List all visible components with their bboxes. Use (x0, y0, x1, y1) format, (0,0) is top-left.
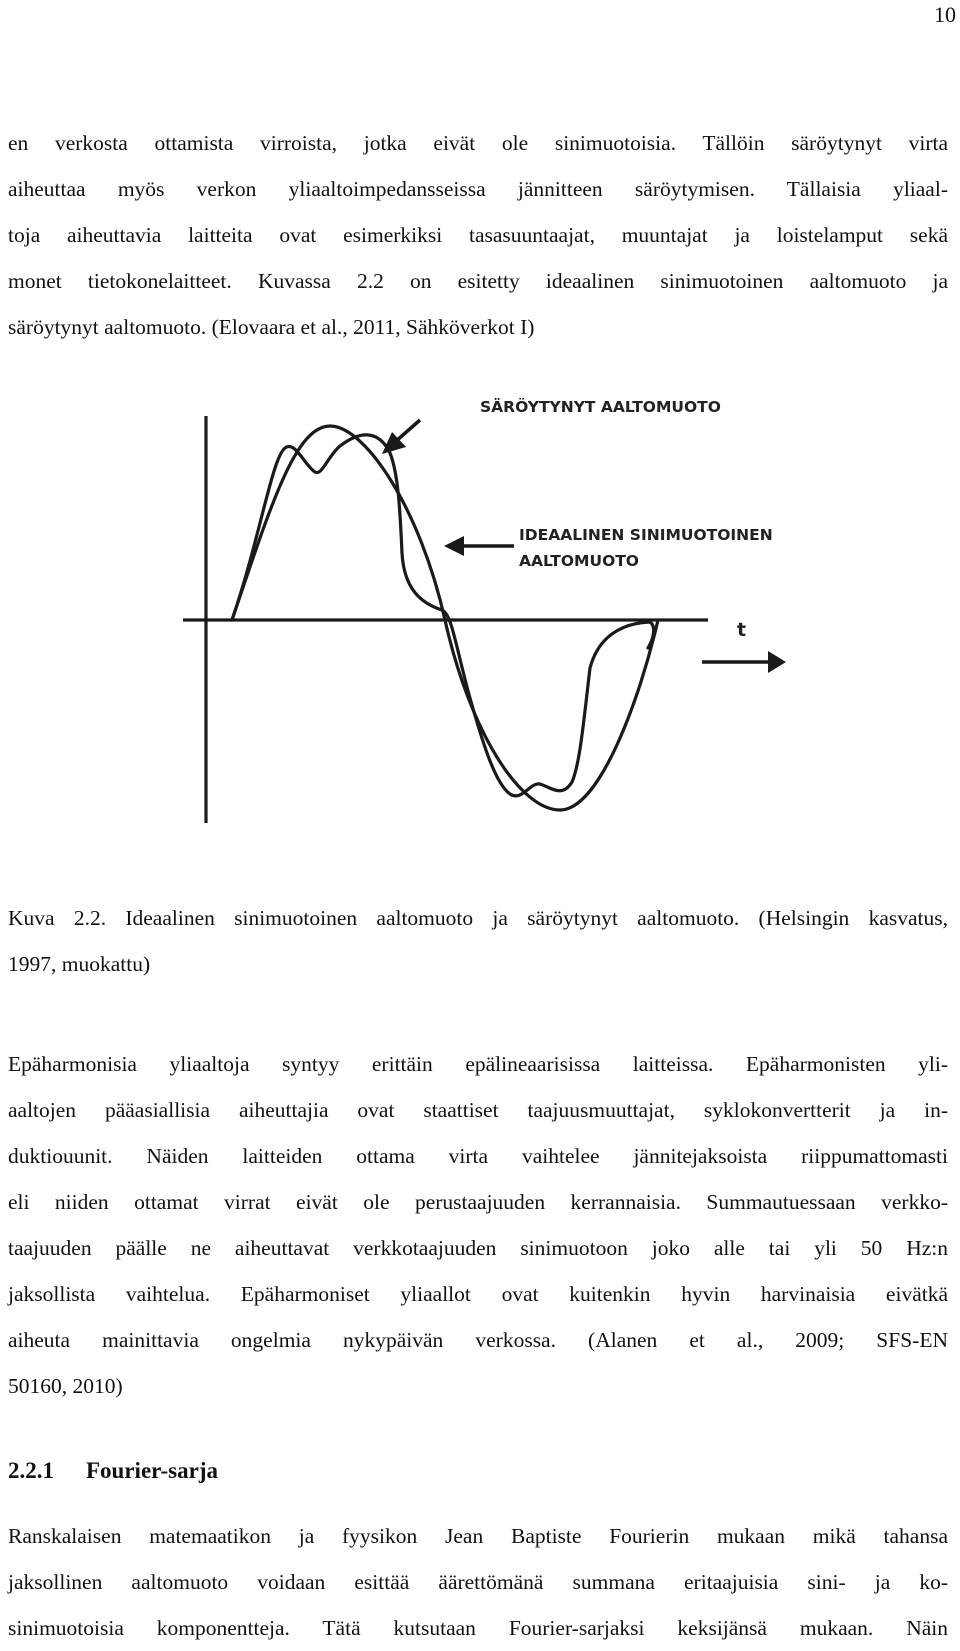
t-axis-label: t (737, 619, 747, 641)
t-axis-arrowhead (768, 651, 786, 673)
ideal-waveform-label-line2: AALTOMUOTO (519, 552, 639, 570)
page-number: 10 (934, 2, 956, 27)
text-line: aiheuttaa myös verkon yliaaltoimpedansseissa jännitteen säröytymisen. Tällaisia yliaal- (8, 177, 948, 201)
text-line: 50160, 2010) (8, 1374, 123, 1398)
text-line: sinimuotoisia komponentteja. Tätä kutsutaan Fourier-sarjaksi keksijänsä mukaan. Näin (8, 1616, 948, 1640)
section-number: 2.2.1 (8, 1458, 54, 1483)
waveform-figure (180, 398, 820, 868)
ideal-sine-curve (232, 426, 658, 810)
text-line: jaksollista vaihtelua. Epäharmoniset yliaallot ovat kuitenkin hyvin harvinaisia eivätkä (8, 1282, 948, 1306)
text-line: Epäharmonisia yliaaltoja syntyy erittäin epälineaarisissa laitteissa. Epäharmonisten yli- (8, 1052, 948, 1076)
text-line: Kuva 2.2. Ideaalinen sinimuotoinen aaltomuoto ja säröytynyt aaltomuoto. (Helsingin kasvatus, (8, 906, 948, 930)
figure-caption (8, 895, 948, 987)
text-line: duktiouunit. Näiden laitteiden ottama virta vaihtelee jännitejaksoista riippumattomasti (8, 1144, 948, 1168)
text-line: aaltojen pääasiallisia aiheuttajia ovat staattiset taajuusmuuttajat, syklokonvertterit ja in- (8, 1098, 948, 1122)
text-line: en verkosta ottamista virroista, jotka eivät ole sinimuotoisia. Tällöin säröytynyt virta (8, 131, 948, 155)
ideal-label-arrowhead (444, 536, 464, 556)
text-line: aiheuta mainittavia ongelmia nykypäivän verkossa. (Alanen et al., 2009; SFS-EN (8, 1328, 948, 1352)
harmonics-paragraph (8, 1041, 948, 1409)
text-line: monet tietokonelaitteet. Kuvassa 2.2 on esitetty ideaalinen sinimuotoinen aaltomuoto ja (8, 269, 948, 293)
text-line: eli niiden ottamat virrat eivät ole perustaajuuden kerrannaisia. Summautuessaan verkko- (8, 1190, 948, 1214)
ideal-waveform-label-line1: IDEAALINEN SINIMUOTOINEN (519, 526, 773, 544)
distorted-waveform-label: SÄRÖYTYNYT AALTOMUOTO (480, 398, 721, 416)
text-line: taajuuden päälle ne aiheuttavat verkkotaajuuden sinimuotoon joko alle tai yli 50 Hz:n (8, 1236, 948, 1260)
section-heading (8, 1458, 218, 1484)
text-line: 1997, muokattu) (8, 952, 151, 976)
text-line: jaksollinen aaltomuoto voidaan esittää äärettömänä summana eritaajuisia sini- ja ko- (8, 1570, 948, 1594)
text-line: Ranskalaisen matemaatikon ja fyysikon Jean Baptiste Fourierin mukaan mikä tahansa (8, 1524, 948, 1548)
intro-paragraph (8, 120, 948, 350)
text-line: toja aiheuttavia laitteita ovat esimerkiksi tasasuuntaajat, muuntajat ja loistelamput sekä (8, 223, 948, 247)
section-title: Fourier-sarja (86, 1458, 218, 1483)
text-line: säröytynyt aaltomuoto. (Elovaara et al., 2011, Sähköverkot I) (8, 315, 535, 339)
distorted-label-arrow-shaft (395, 420, 420, 442)
fourier-paragraph (8, 1513, 948, 1651)
